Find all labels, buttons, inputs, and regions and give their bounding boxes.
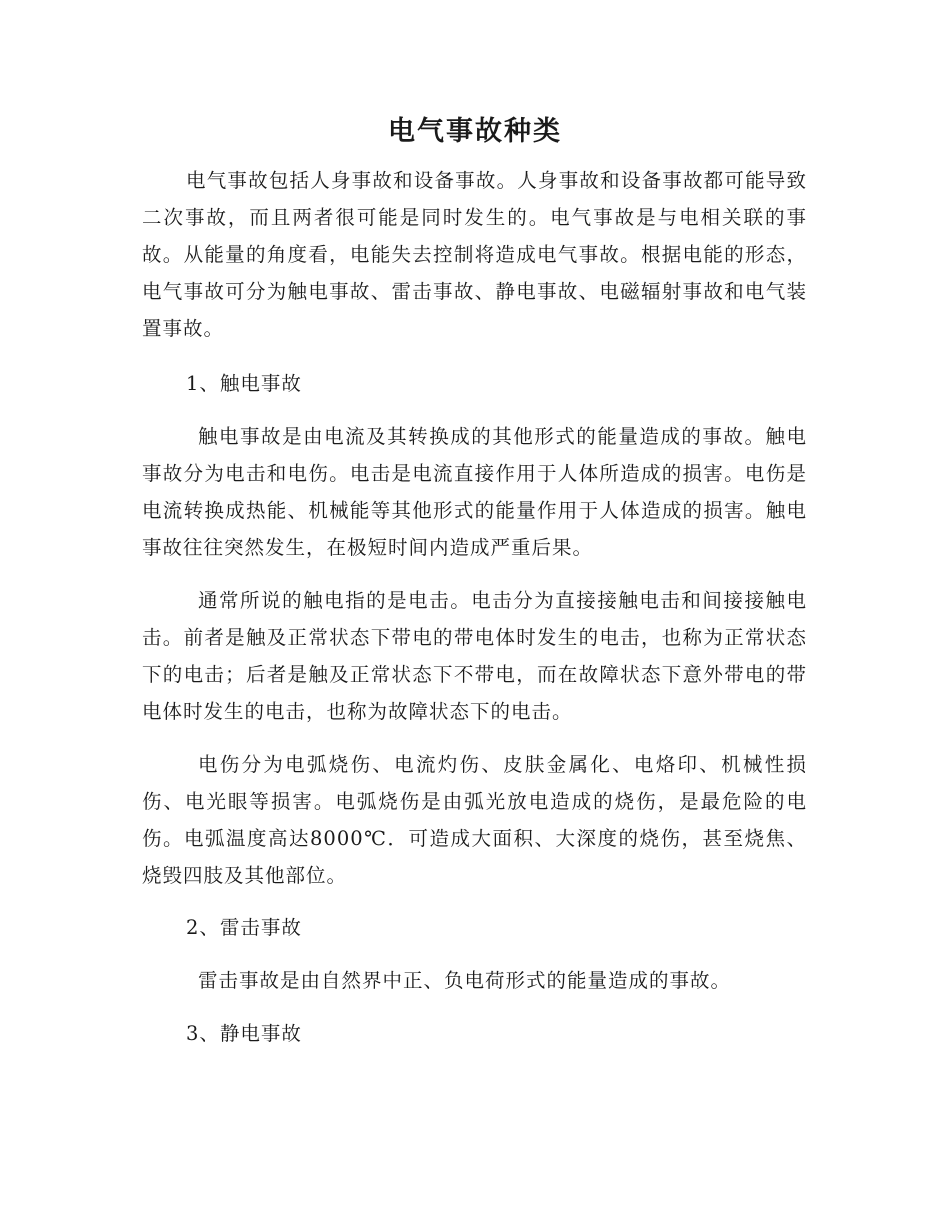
section-heading-static: 3、静电事故: [186, 1022, 302, 1045]
paragraph-shock-types: 通常所说的触电指的是电击。电击分为直接接触电击和间接接触电击。前者是触及正常状态下带电的带电体时发生的电击，也称为正常状态下的电击；后者是触及正常状态下不带电，而在故障状态下意外带电的带电体时发生的电击，也称为故障状态下的电击。: [142, 589, 807, 723]
paragraph-lightning: 雷击事故是由自然界中正、负电荷形式的能量造成的事故。: [198, 969, 732, 992]
section-heading-electric-shock: 1、触电事故: [186, 372, 302, 395]
intro-paragraph: 电气事故包括人身事故和设备事故。人身事故和设备事故都可能导致二次事故，而且两者很可能是同时发生的。电气事故是与电相关联的事故。从能量的角度看，电能失去控制将造成电气事故。根据电能的形态，电气事故可分为触电事故、雷击事故、静电事故、电磁辐射事故和电气装置事故。: [142, 169, 807, 340]
page-title: 电气事故种类: [388, 116, 562, 147]
section-heading-lightning: 2、雷击事故: [186, 916, 302, 939]
paragraph-shock-definition: 触电事故是由电流及其转换成的其他形式的能量造成的事故。触电事故分为电击和电伤。电击是电流直接作用于人体所造成的损害。电伤是电流转换成热能、机械能等其他形式的能量作用于人体造成的损害。触电事故往往突然发生，在极短时间内造成严重后果。: [142, 425, 807, 559]
paragraph-electric-injury: 电伤分为电弧烧伤、电流灼伤、皮肤金属化、电烙印、机械性损伤、电光眼等损害。电弧烧伤是由弧光放电造成的烧伤，是最危险的电伤。电弧温度高达8000℃．可造成大面积、大深度的烧伤，甚至烧焦、烧毁四肢及其他部位。: [142, 753, 807, 887]
